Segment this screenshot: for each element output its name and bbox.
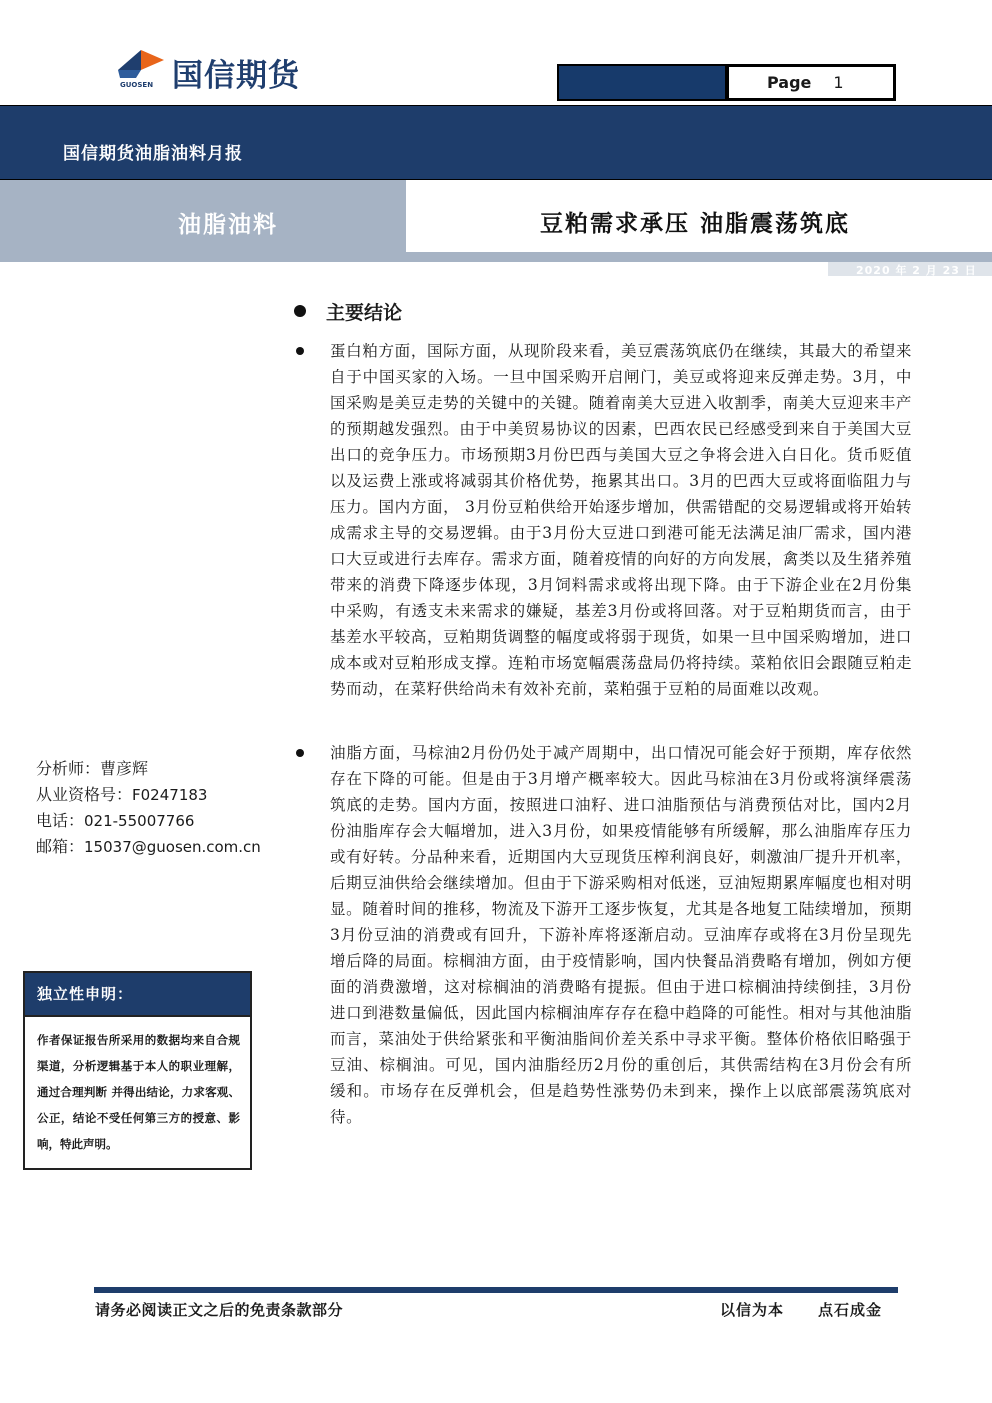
logo-text: 国信期货 <box>172 58 300 94</box>
analyst-phone: 021-55007766 <box>84 812 195 830</box>
page-number: 1 <box>833 73 844 92</box>
company-motto <box>720 1299 882 1320</box>
report-title-bar <box>0 105 992 180</box>
analyst-name: 曹彦辉 <box>100 759 149 778</box>
bullet-icon <box>296 749 304 757</box>
analyst-license-row <box>36 782 261 808</box>
independence-statement <box>23 971 252 1170</box>
analyst-email[interactable]: 15037@guosen.com.cn <box>84 838 261 856</box>
report-headline: 豆粕需求承压 油脂震荡筑底 <box>540 210 851 237</box>
company-logo <box>116 48 356 94</box>
analyst-license: F0247183 <box>132 786 208 804</box>
page-indicator <box>727 64 896 101</box>
logo-subtext: GUOSEN <box>120 81 154 89</box>
section-title: 主要结论 <box>326 302 403 324</box>
report-name: 国信期货油脂油料月报 <box>63 144 243 164</box>
statement-title: 独立性申明： <box>25 973 250 1017</box>
analyst-name-label: 分析师： <box>36 759 101 778</box>
analyst-name-row <box>36 756 261 782</box>
analyst-phone-label: 电话： <box>36 811 85 830</box>
motto-2: 点石成金 <box>818 1301 883 1319</box>
paragraph-protein-meal: 蛋白粕方面，国际方面，从现阶段来看，美豆震荡筑底仍在继续，其最大的希望来自于中国买家的入场。一旦中国采购开启闸门，美豆或将迎来反弹走势。3月，中国采购是美豆走势的关键中的关键。随着南美大豆进入收割季，南美大豆迎来丰产的预期越发强烈。由于中美贸易协议的因素，巴西农民已经感受到来自于美国大豆出口的竞争压力。市场预期3月份巴西与美国大豆之争将会进入白日化。货币贬值以及运费上涨或将减弱其价格优势，拖累其出口。3月的巴西大豆或将面临阻力与压力。国内方面， 3月份豆粕供给开始逐步增加，供需错配的交易逻辑或将开始转成需求主导的交易逻辑。由于3月份大豆进口到港可能无法满足油厂需求，国内港口大豆或进行去库存。需求方面，随着疫情的向好的方向发展，禽类以及生猪养殖带来的消费下降逐步体现，3月饲料需求或将出现下降。由于下游企业在2月份集中采购，有透支未来需求的嫌疑，基差3月份或将回落。对于豆粕期货而言，由于基差水平较高，豆粕期货调整的幅度或将弱于现货，如果一旦中国采购增加，进口成本或对豆粕形成支撑。连粕市场宽幅震荡盘局仍将持续。菜粕依旧会跟随豆粕走势而动，在菜籽供给尚未有效补充前，菜粕强于豆粕的局面难以改观。 <box>330 342 912 698</box>
bullet-icon <box>294 305 306 317</box>
category-label: 油脂油料 <box>178 211 278 238</box>
paragraph-oils: 油脂方面，马棕油2月份仍处于减产周期中，出口情况可能会好于预期，库存依然存在下降的可能。但是由于3月增产概率较大。因此马棕油在3月份或将演绎震荡筑底的走势。国内方面，按照进口油籽、进口油脂预估与消费预估对比，国内2月份油脂库存会大幅增加，进入3月份，如果疫情能够有所缓解，那么油脂库存压力或有好转。分品种来看，近期国内大豆现货压榨利润良好，刺激油厂提升开机率，后期豆油供给会继续增加。但由于下游采购相对低迷，豆油短期累库幅度也相对明显。随着时间的推移，物流及下游开工逐步恢复，尤其是各地复工陆续增加，预期3月份豆油的消费或有回升，下游补库将逐渐启动。豆油库存或将在3月份呈现先增后降的局面。棕榈油方面，由于疫情影响，国内快餐品消费略有增加，例如方便面的消费激增，这对棕榈油的消费略有提振。但由于进口棕榈油持续倒挂，3月份进口到港数量偏低，因此国内棕榈油库存存在稳中趋降的可能性。相对与其他油脂而言，菜油处于供给紧张和平衡油脂间价差关系中寻求平衡。整体价格依旧略强于豆油、棕榈油。可见，国内油脂经历2月份的重创后，其供需结构在3月份会有所缓和。市场存在反弹机会，但是趋势性涨势仍未到来，操作上以底部震荡筑底对待。 <box>330 744 912 1126</box>
motto-1: 以信为本 <box>720 1301 785 1319</box>
analyst-email-row <box>36 834 261 860</box>
analyst-license-label: 从业资格号： <box>36 785 133 804</box>
analyst-email-label: 邮箱： <box>36 837 85 856</box>
page-indicator-fill <box>557 64 727 101</box>
bullet-icon <box>296 347 304 355</box>
analyst-phone-row <box>36 808 261 834</box>
analyst-info <box>36 756 261 860</box>
header-divider <box>0 252 992 262</box>
report-date: 2020 年 2 月 23 日 <box>856 264 977 277</box>
statement-body: 作者保证报告所采用的数据均来自合规渠道，分析逻辑基于本人的职业理解，通过合理判断 并得出结论，力求客观、公正，结论不受任何第三方的授意、影响，特此声明。 <box>37 1033 240 1151</box>
page-label: Page <box>767 73 812 92</box>
disclaimer-notice: 请务必阅读正文之后的免责条款部分 <box>95 1301 344 1319</box>
footer-rule <box>94 1287 898 1293</box>
section-heading <box>294 298 402 325</box>
